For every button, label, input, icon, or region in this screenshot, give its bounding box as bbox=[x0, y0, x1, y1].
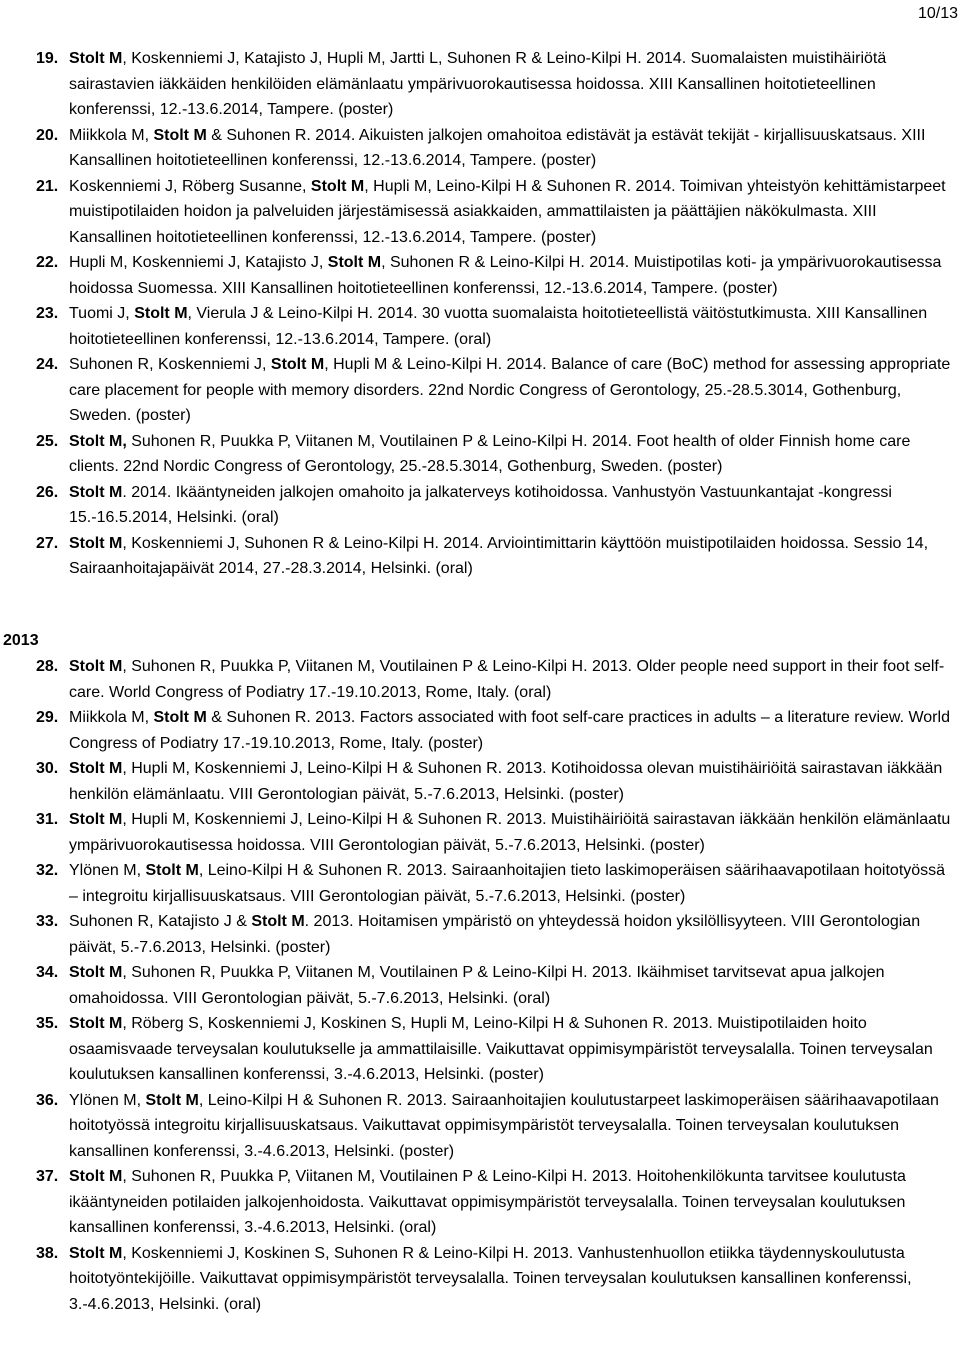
citation-text: , Leino-Kilpi H & Suhonen R. 2013. Sairaanhoitajien tieto laskimoperäisen säärihaavapotilaan hoitotyössä – integroitu kirjallisuuskatsaus. VIII Gerontologian päivät, 5.-7.6.2013, Helsinki. (poster) bbox=[69, 862, 946, 905]
entry-citation bbox=[69, 301, 957, 352]
publication-entry bbox=[0, 858, 960, 909]
highlighted-author: Stolt M bbox=[145, 862, 199, 879]
highlighted-author: Stolt M bbox=[69, 483, 123, 501]
citation-text: , Röberg S, Koskenniemi J, Koskinen S, Hupli M, Leino-Kilpi H & Suhonen R. 2013. Muistipotilaiden hoito osaamisvaade terveysalan koulutukselle ja ammattilaisille. Vaikuttavat oppimisympäristöt terveysalalla. Toinen terveysalan koulutuksen kansallinen konferenssi, 3.-4.6.2013, Helsinki. (poster) bbox=[69, 1015, 933, 1083]
publication-section-2014 bbox=[0, 46, 960, 582]
entry-number: 26. bbox=[36, 483, 59, 501]
citation-text: Miikkola M, bbox=[69, 709, 154, 726]
publication-entry bbox=[0, 123, 960, 174]
highlighted-author: Stolt M bbox=[270, 356, 325, 373]
entry-number: 35. bbox=[36, 1015, 59, 1032]
entry-number: 34. bbox=[36, 964, 59, 981]
year-heading: 2013 bbox=[3, 632, 39, 649]
publication-entry bbox=[0, 429, 960, 480]
publication-entry bbox=[0, 480, 960, 531]
entry-number: 20. bbox=[36, 126, 59, 144]
entry-citation bbox=[69, 756, 957, 807]
citation-text: Ylönen M, bbox=[69, 862, 146, 879]
entry-citation bbox=[69, 1088, 957, 1165]
citation-text: , Suhonen R, Puukka P, Viitanen M, Voutilainen P & Leino-Kilpi H. 2013. Ikäihmiset tarvitsevat apua jalkojen omahoidossa. VIII Gerontologian päivät, 5.-7.6.2013, Helsinki. (oral) bbox=[69, 964, 885, 1007]
publication-entry bbox=[0, 960, 960, 1011]
entry-number: 22. bbox=[36, 254, 59, 271]
citation-text: Ylönen M, bbox=[69, 1091, 146, 1109]
entry-citation bbox=[69, 174, 957, 251]
publication-entry bbox=[0, 1088, 960, 1165]
highlighted-author: Stolt M bbox=[69, 50, 123, 67]
citation-text: Suhonen R, Puukka P, Viitanen M, Voutilainen P & Leino-Kilpi H. 2014. Foot health of older Finnish home care clients. 22nd Nordic Congress of Gerontology, 25.-28.5.3014, Gothenburg, Sweden. (poster) bbox=[69, 432, 911, 475]
citation-text: , Hupli M, Koskenniemi J, Leino-Kilpi H & Suhonen R. 2013. Muistihäiriöitä sairastavan iäkkään henkilön elämänlaatu ympärivuorokautisessa hoidossa. VIII Gerontologian päivät, 5.-7.6.2013, Helsinki. (poster) bbox=[69, 811, 951, 854]
highlighted-author: Stolt M bbox=[69, 811, 123, 828]
highlighted-author: Stolt M bbox=[310, 177, 365, 195]
publication-entry bbox=[0, 756, 960, 807]
citation-text: , Hupli M & Leino-Kilpi H. 2014. Balance of care (BoC) method for assessing appropriate care placement for people with memory disorders. 22nd Nordic Congress of Gerontology, 25.-28.5.3014, Gothenburg, Sweden. (poster) bbox=[69, 356, 951, 424]
highlighted-author: Stolt M bbox=[145, 1091, 199, 1109]
highlighted-author: Stolt M bbox=[251, 913, 305, 930]
citation-text: & Suhonen R. 2014. Aikuisten jalkojen omahoitoa edistävät ja estävät tekijät - kirjallisuuskatsaus. XIII Kansallinen hoitotieteellinen konferenssi, 12.-13.6.2014, Tampere. (poster) bbox=[69, 126, 926, 169]
citation-text: , Vierula J & Leino-Kilpi H. 2014. 30 vuotta suomalaista hoitotieteellistä väitöstutkimusta. XIII Kansallinen hoitotieteellinen konferenssi, 12.-13.6.2014, Tampere. (oral) bbox=[69, 305, 928, 348]
entry-citation bbox=[69, 352, 957, 429]
citation-text: Miikkola M, bbox=[69, 126, 154, 144]
publication-entry bbox=[0, 1164, 960, 1241]
entry-number: 36. bbox=[36, 1091, 59, 1109]
entry-number: 32. bbox=[36, 862, 59, 879]
citation-text: & Suhonen R. 2013. Factors associated with foot self-care practices in adults – a literature review. World Congress of Podiatry 17.-19.10.2013, Rome, Italy. (poster) bbox=[69, 709, 950, 752]
entry-number: 25. bbox=[36, 432, 59, 450]
highlighted-author: Stolt M, bbox=[69, 432, 127, 450]
citation-text: , Hupli M, Koskenniemi J, Leino-Kilpi H & Suhonen R. 2013. Kotihoidossa olevan muistihäiriöitä sairastavan iäkkään henkilön elämänlaatu. VIII Gerontologian päivät, 5.-7.6.2013, Helsinki. (poster) bbox=[69, 760, 943, 803]
entry-number: 38. bbox=[36, 1244, 59, 1262]
entry-number: 28. bbox=[36, 658, 59, 675]
highlighted-author: Stolt M bbox=[69, 658, 123, 675]
citation-text: Suhonen R, Koskenniemi J, bbox=[69, 356, 271, 373]
entry-number: 30. bbox=[36, 760, 59, 777]
entry-number: 31. bbox=[36, 811, 59, 828]
entry-citation bbox=[69, 429, 957, 480]
citation-text: , Koskenniemi J, Suhonen R & Leino-Kilpi H. 2014. Arviointimittarin käyttöön muistipotilaiden hoidossa. Sessio 14, Sairaanhoitajapäivät 2014, 27.-28.3.2014, Helsinki. (oral) bbox=[69, 534, 929, 577]
entry-number: 23. bbox=[36, 305, 59, 322]
entry-number: 27. bbox=[36, 534, 59, 552]
publication-entry bbox=[0, 909, 960, 960]
entry-citation bbox=[69, 46, 957, 123]
highlighted-author: Stolt M bbox=[69, 1244, 123, 1262]
entry-number: 29. bbox=[36, 709, 59, 726]
citation-text: , Suhonen R, Puukka P, Viitanen M, Voutilainen P & Leino-Kilpi H. 2013. Hoitohenkilökunta tarvitsee koulutusta ikääntyneiden potilaiden jalkojenhoidosta. Vaikuttavat oppimisympäristöt terveysalalla. Toinen terveysalan koulutuksen kansallinen konferenssi, 3.-4.6.2013, Helsinki. (oral) bbox=[69, 1168, 906, 1236]
citation-text: Koskenniemi J, Röberg Susanne, bbox=[69, 177, 311, 195]
entry-number: 24. bbox=[36, 356, 59, 373]
publication-entry bbox=[0, 174, 960, 251]
publication-entry bbox=[0, 531, 960, 582]
citation-text: , Leino-Kilpi H & Suhonen R. 2013. Sairaanhoitajien koulutustarpeet laskimoperäisen säärihaavapotilaan hoitotyössä integroitu kirjallisuuskatsaus. Vaikuttavat oppimisympäristöt terveysalalla. Toinen terveysalan koulutuksen kansallinen konferenssi, 3.-4.6.2013, Helsinki. (poster) bbox=[69, 1091, 939, 1160]
entry-citation bbox=[69, 705, 957, 756]
page-number: 10/13 bbox=[917, 5, 958, 22]
entry-citation bbox=[69, 858, 957, 909]
citation-text: Hupli M, Koskenniemi J, Katajisto J, bbox=[69, 254, 328, 271]
publication-entry bbox=[0, 1011, 960, 1088]
entry-number: 33. bbox=[36, 913, 59, 930]
publication-entry bbox=[0, 807, 960, 858]
entry-citation bbox=[69, 123, 957, 174]
entry-citation bbox=[69, 909, 957, 960]
entry-citation bbox=[69, 960, 957, 1011]
entry-citation bbox=[69, 654, 957, 705]
publication-entry bbox=[0, 654, 960, 705]
highlighted-author: Stolt M bbox=[69, 1015, 123, 1032]
citation-text: . 2013. Hoitamisen ympäristö on yhteydessä hoidon yksilöllisyyteen. VIII Gerontologian päivät, 5.-7.6.2013, Helsinki. (poster) bbox=[69, 913, 921, 956]
publication-entry bbox=[0, 705, 960, 756]
highlighted-author: Stolt M bbox=[69, 760, 123, 777]
publication-entry bbox=[0, 301, 960, 352]
entry-citation bbox=[69, 250, 957, 301]
publication-entry bbox=[0, 46, 960, 123]
citation-text: Suhonen R, Katajisto J & bbox=[69, 913, 252, 930]
citation-text: . 2014. Ikääntyneiden jalkojen omahoito ja jalkaterveys kotihoidossa. Vanhustyön Vastuunkantajat -kongressi 15.-16.5.2014, Helsinki. (oral) bbox=[69, 483, 892, 526]
publication-entry bbox=[0, 1241, 960, 1318]
citation-text: Tuomi J, bbox=[69, 305, 135, 322]
highlighted-author: Stolt M bbox=[134, 305, 188, 322]
citation-text: , Hupli M, Leino-Kilpi H & Suhonen R. 2014. Toimivan yhteistyön kehittämistarpeet muistipotilaiden hoidon ja palveluiden järjestämisessä asiakkaiden, ammattilaisten ja päättäjien näkökulmasta. XIII Kansallinen hoitotieteellinen konferenssi, 12.-13.6.2014, Tampere. (poster) bbox=[69, 177, 946, 246]
entry-citation bbox=[69, 480, 957, 531]
highlighted-author: Stolt M bbox=[69, 964, 123, 981]
publication-entry bbox=[0, 352, 960, 429]
highlighted-author: Stolt M bbox=[69, 1168, 123, 1185]
highlighted-author: Stolt M bbox=[153, 126, 207, 144]
entry-citation bbox=[69, 807, 957, 858]
citation-text: , Koskenniemi J, Katajisto J, Hupli M, Jartti L, Suhonen R & Leino-Kilpi H. 2014. Suomalaisten muistihäiriötä sairastavien iäkkäiden henkilöiden elämänlaatu ympärivuorokautisessa hoidossa. XIII Kansallinen hoitotieteellinen konferenssi, 12.-13.6.2014, Tampere. (poster) bbox=[69, 50, 887, 118]
highlighted-author: Stolt M bbox=[153, 709, 207, 726]
highlighted-author: Stolt M bbox=[327, 254, 382, 271]
entry-citation bbox=[69, 531, 957, 582]
entry-number: 37. bbox=[36, 1168, 59, 1185]
entry-citation bbox=[69, 1241, 957, 1318]
publication-section-2013 bbox=[0, 654, 960, 1317]
entry-citation bbox=[69, 1164, 957, 1241]
citation-text: , Suhonen R & Leino-Kilpi H. 2014. Muistipotilas koti- ja ympärivuorokautisessa hoidossa Suomessa. XIII Kansallinen hoitotieteellinen konferenssi, 12.-13.6.2014, Tampere. (poster) bbox=[69, 254, 942, 297]
publication-entry bbox=[0, 250, 960, 301]
entry-number: 21. bbox=[36, 177, 59, 195]
entry-citation bbox=[69, 1011, 957, 1088]
citation-text: , Koskenniemi J, Koskinen S, Suhonen R & Leino-Kilpi H. 2013. Vanhustenhuollon etiikka täydennyskoulutusta hoitotyöntekijöille. Vaikuttavat oppimisympäristöt terveysalalla. Toinen terveysalan koulutuksen kansallinen konferenssi, 3.-4.6.2013, Helsinki. (oral) bbox=[69, 1244, 912, 1313]
citation-text: , Suhonen R, Puukka P, Viitanen M, Voutilainen P & Leino-Kilpi H. 2013. Older people need support in their foot self-care. World Congress of Podiatry 17.-19.10.2013, Rome, Italy. (oral) bbox=[69, 658, 945, 701]
highlighted-author: Stolt M bbox=[69, 534, 123, 552]
entry-number: 19. bbox=[36, 50, 59, 67]
